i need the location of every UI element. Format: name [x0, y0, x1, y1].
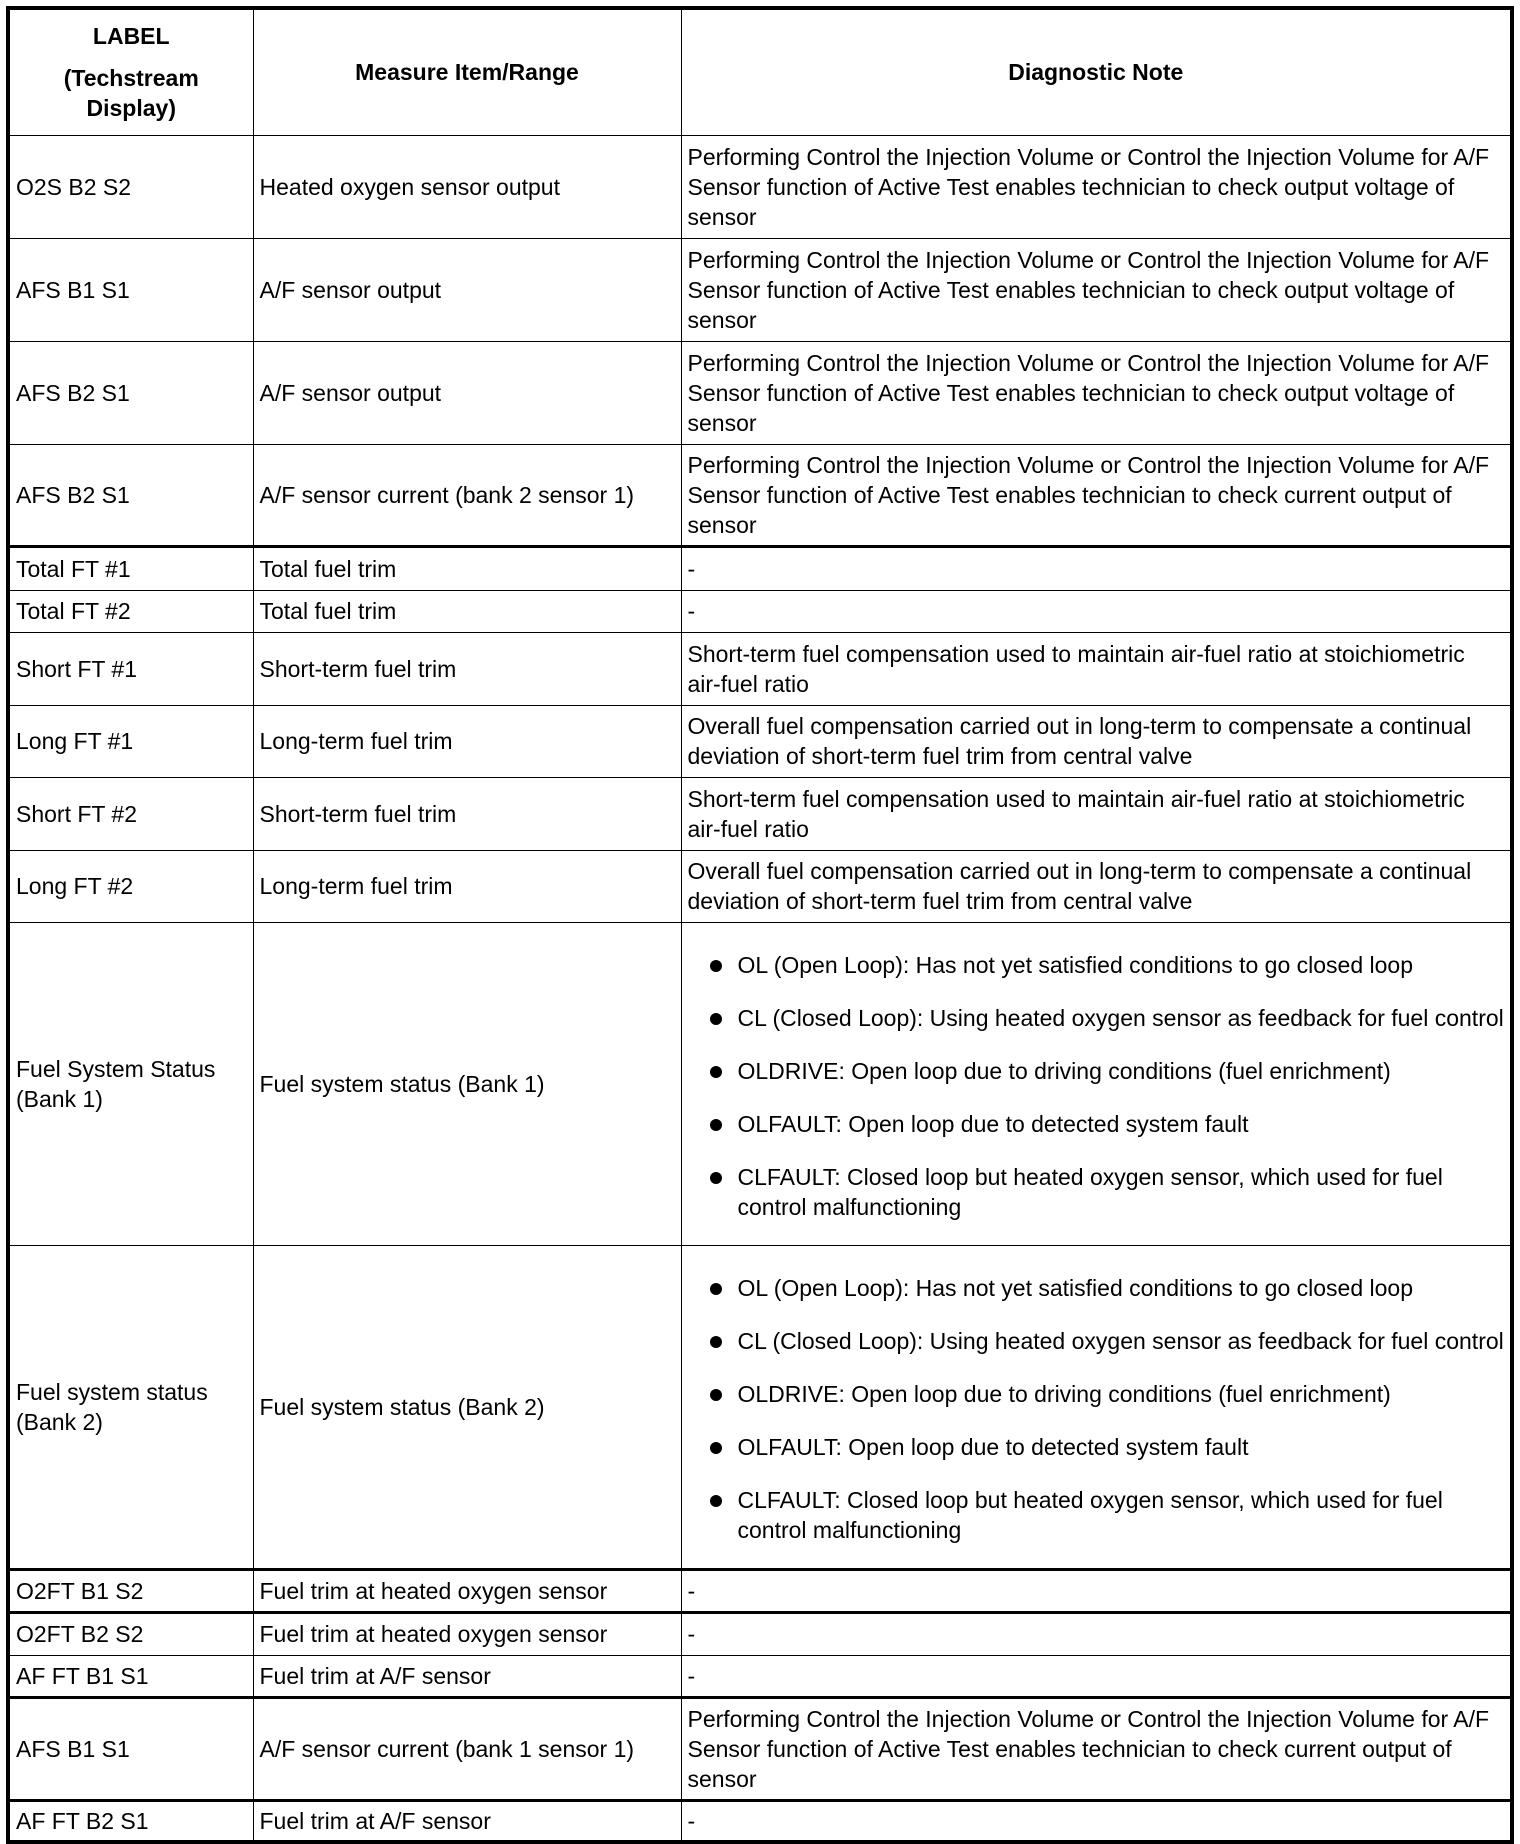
data-list-table [6, 6, 1514, 1844]
status-text: OLFAULT: Open loop due to detected system fault [737, 1110, 1249, 1137]
table-row [8, 546, 1512, 590]
diagnostic-note-cell: - [681, 1655, 1512, 1697]
measure-item-cell: Fuel trim at A/F sensor [253, 1800, 681, 1842]
table-row [8, 922, 1512, 1245]
bullet-icon [710, 1172, 722, 1184]
measure-item-cell: Heated oxygen sensor output [253, 135, 681, 238]
status-list-item [688, 1003, 1505, 1033]
table-row [8, 632, 1512, 705]
diagnostic-note-cell: Performing Control the Injection Volume or Control the Injection Volume for A/F Sensor function of Active Test enables technician to check output voltage of sensor [681, 341, 1512, 444]
status-text: OLDRIVE: Open loop due to driving conditions (fuel enrichment) [737, 1380, 1391, 1407]
label-cell: O2FT B2 S2 [8, 1612, 253, 1655]
label-cell: AF FT B1 S1 [8, 1655, 253, 1697]
table-row [8, 341, 1512, 444]
table-row [8, 705, 1512, 777]
status-text: CLFAULT: Closed loop but heated oxygen sensor, which used for fuel control malfunctioning [737, 1486, 1443, 1543]
diagnostic-note-cell: Overall fuel compensation carried out in long-term to compensate a continual deviation of short-term fuel trim from central valve [681, 705, 1512, 777]
status-list-item [688, 1056, 1505, 1086]
status-text: OL (Open Loop): Has not yet satisfied conditions to go closed loop [737, 1274, 1413, 1301]
measure-item-cell: Long-term fuel trim [253, 850, 681, 922]
label-cell: Fuel system status (Bank 2) [8, 1245, 253, 1569]
label-cell: AFS B2 S1 [8, 444, 253, 546]
diagnostic-note-cell [681, 922, 1512, 1245]
status-list-item [688, 1273, 1505, 1303]
diagnostic-note-cell: Short-term fuel compensation used to maintain air-fuel ratio at stoichiometric air-fuel ratio [681, 777, 1512, 850]
status-text: OLDRIVE: Open loop due to driving conditions (fuel enrichment) [737, 1057, 1391, 1084]
diagnostic-note-cell: - [681, 1612, 1512, 1655]
measure-item-cell: A/F sensor output [253, 341, 681, 444]
label-cell: Long FT #2 [8, 850, 253, 922]
label-cell: Short FT #2 [8, 777, 253, 850]
measure-item-cell: A/F sensor current (bank 2 sensor 1) [253, 444, 681, 546]
table-row [8, 1655, 1512, 1697]
measure-item-cell: Short-term fuel trim [253, 632, 681, 705]
diagnostic-note-cell: Performing Control the Injection Volume or Control the Injection Volume for A/F Sensor function of Active Test enables technician to check output voltage of sensor [681, 135, 1512, 238]
label-cell: Fuel System Status (Bank 1) [8, 922, 253, 1245]
diagnostic-note-cell: Performing Control the Injection Volume or Control the Injection Volume for A/F Sensor function of Active Test enables technician to check current output of sensor [681, 444, 1512, 546]
header-label-line2: (Techstream Display) [63, 65, 199, 122]
table-row [8, 590, 1512, 632]
table-row [8, 1800, 1512, 1842]
status-list [688, 950, 1505, 1222]
status-list-item [688, 950, 1505, 980]
bullet-icon [710, 1119, 722, 1131]
measure-item-cell: Fuel trim at heated oxygen sensor [253, 1569, 681, 1612]
label-cell: AF FT B2 S1 [8, 1800, 253, 1842]
bullet-icon [710, 1013, 722, 1025]
diagnostic-note-cell: - [681, 546, 1512, 590]
status-text: CL (Closed Loop): Using heated oxygen sensor as feedback for fuel control [737, 1004, 1504, 1031]
measure-item-cell: Short-term fuel trim [253, 777, 681, 850]
header-row [8, 8, 1512, 135]
bullet-icon [710, 1495, 722, 1507]
label-cell: Total FT #2 [8, 590, 253, 632]
measure-item-cell: Long-term fuel trim [253, 705, 681, 777]
bullet-icon [710, 960, 722, 972]
table-row [8, 1245, 1512, 1569]
label-cell: Total FT #1 [8, 546, 253, 590]
table-row [8, 444, 1512, 546]
status-list-item [688, 1485, 1505, 1545]
diagnostic-note-cell: Performing Control the Injection Volume or Control the Injection Volume for A/F Sensor function of Active Test enables technician to check output voltage of sensor [681, 238, 1512, 341]
table-row [8, 850, 1512, 922]
label-cell: Long FT #1 [8, 705, 253, 777]
diagnostic-note-cell: Performing Control the Injection Volume or Control the Injection Volume for A/F Sensor function of Active Test enables technician to check current output of sensor [681, 1697, 1512, 1800]
status-list-item [688, 1162, 1505, 1222]
label-cell: AFS B2 S1 [8, 341, 253, 444]
header-label-line1: LABEL [92, 23, 170, 50]
table-row [8, 1612, 1512, 1655]
header-diagnostic-note: Diagnostic Note [681, 8, 1512, 135]
status-list-item [688, 1379, 1505, 1409]
measure-item-cell: Total fuel trim [253, 546, 681, 590]
measure-item-cell: Total fuel trim [253, 590, 681, 632]
measure-item-cell: Fuel trim at A/F sensor [253, 1655, 681, 1697]
status-list-item [688, 1326, 1505, 1356]
measure-item-cell: Fuel trim at heated oxygen sensor [253, 1612, 681, 1655]
diagnostic-note-cell: - [681, 590, 1512, 632]
measure-item-cell: A/F sensor current (bank 1 sensor 1) [253, 1697, 681, 1800]
label-cell: AFS B1 S1 [8, 1697, 253, 1800]
label-cell: O2FT B1 S2 [8, 1569, 253, 1612]
header-label [8, 8, 253, 135]
status-list-item [688, 1109, 1505, 1139]
diagnostic-note-cell: - [681, 1800, 1512, 1842]
status-list-item [688, 1432, 1505, 1462]
status-text: CLFAULT: Closed loop but heated oxygen sensor, which used for fuel control malfunctioning [737, 1163, 1443, 1220]
bullet-icon [710, 1336, 722, 1348]
measure-item-cell: A/F sensor output [253, 238, 681, 341]
status-text: OL (Open Loop): Has not yet satisfied conditions to go closed loop [737, 951, 1413, 978]
measure-item-cell: Fuel system status (Bank 1) [253, 922, 681, 1245]
status-list [688, 1273, 1505, 1545]
table-row [8, 135, 1512, 238]
status-text: OLFAULT: Open loop due to detected system fault [737, 1433, 1249, 1460]
label-cell: Short FT #1 [8, 632, 253, 705]
diagnostic-note-cell: Overall fuel compensation carried out in long-term to compensate a continual deviation of short-term fuel trim from central valve [681, 850, 1512, 922]
table-row [8, 1697, 1512, 1800]
table-row [8, 1569, 1512, 1612]
diagnostic-note-cell [681, 1245, 1512, 1569]
label-cell: AFS B1 S1 [8, 238, 253, 341]
header-measure-item: Measure Item/Range [253, 8, 681, 135]
diagnostic-note-cell: - [681, 1569, 1512, 1612]
table-row [8, 777, 1512, 850]
status-text: CL (Closed Loop): Using heated oxygen sensor as feedback for fuel control [737, 1327, 1504, 1354]
measure-item-cell: Fuel system status (Bank 2) [253, 1245, 681, 1569]
label-cell: O2S B2 S2 [8, 135, 253, 238]
bullet-icon [710, 1442, 722, 1454]
diagnostic-note-cell: Short-term fuel compensation used to maintain air-fuel ratio at stoichiometric air-fuel ratio [681, 632, 1512, 705]
bullet-icon [710, 1066, 722, 1078]
table-row [8, 238, 1512, 341]
bullet-icon [710, 1389, 722, 1401]
bullet-icon [710, 1283, 722, 1295]
